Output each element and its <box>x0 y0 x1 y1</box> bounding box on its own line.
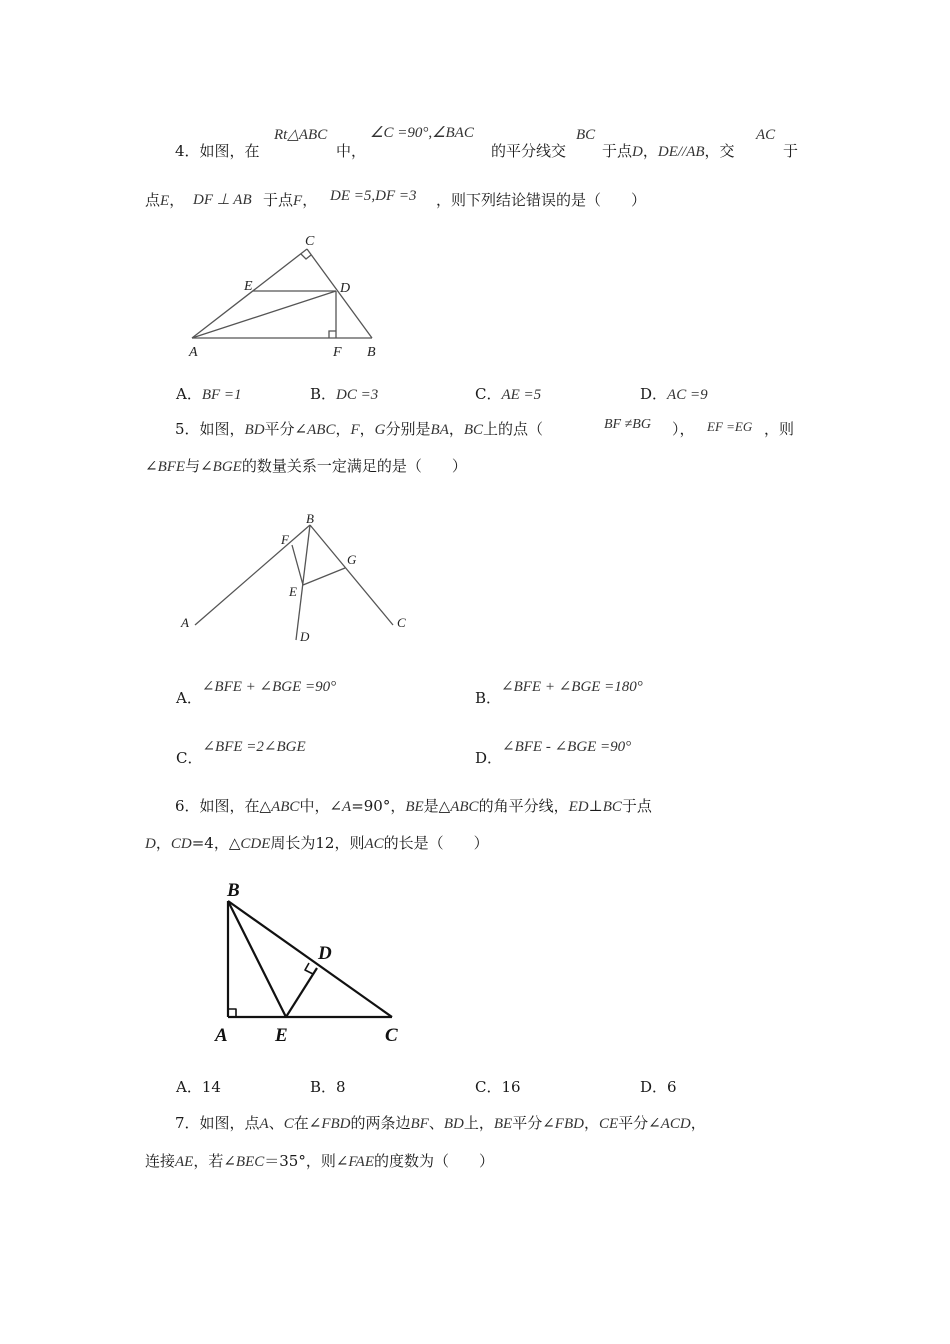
q6-seg-BC <box>228 901 392 1017</box>
q5-seg-BC <box>310 525 393 625</box>
q5-label-C: C <box>397 615 406 630</box>
q4-math-rt-abc: Rt△ABC <box>274 127 328 143</box>
q6-label-A: A <box>215 1025 228 1046</box>
q5-seg-BA <box>195 525 310 625</box>
q4-figure <box>180 228 390 363</box>
q6-option-b[interactable]: B．8 <box>310 1078 346 1096</box>
q5-label-G: G <box>347 552 357 567</box>
q4-line2: 点E， <box>145 191 185 209</box>
q4-seg-AD <box>192 291 336 338</box>
q5-option-b[interactable]: B．∠BFE + ∠BGE =180° <box>475 679 643 707</box>
q4-option-b[interactable]: B．DC =3 <box>310 385 379 403</box>
q4-math-bc: BC <box>576 127 596 143</box>
q5-math-ef-eq-eg: EF =EG <box>707 419 753 434</box>
q6-seg-ED <box>286 968 317 1017</box>
q5-seg-FE <box>292 545 303 585</box>
q4-label-F: F <box>333 345 342 360</box>
q5-label-E: E <box>289 584 297 599</box>
q6-line2: D，CD=4，△CDE周长为12，则AC的长是（ ） <box>145 834 489 852</box>
q5-line1: 5．如图，BD平分∠ABC，F，G分别是BA，BC上的点（ <box>175 420 544 438</box>
q7-line2: 连接AE，若∠BEC＝35°，则∠FAE的度数为（ ） <box>145 1152 494 1170</box>
q5-option-d[interactable]: D．∠BFE - ∠BGE =90° <box>475 739 632 767</box>
q4-line1-c: 的平分线交 <box>491 142 567 160</box>
q4-line1-b: 中， <box>336 142 367 160</box>
q7-line1: 7．如图，点A、C在∠FBD的两条边BF、BD上，BE平分∠FBD，CE平分∠ACD， <box>175 1114 706 1132</box>
q6-figure <box>205 875 415 1050</box>
q4-right-angle-F <box>329 331 336 338</box>
q4-label-B: B <box>367 345 376 360</box>
q5-label-D: D <box>300 629 310 644</box>
q4-right-angle-C <box>301 254 311 259</box>
q4-line1-f: 于 <box>783 142 799 160</box>
q6-label-C: C <box>385 1025 398 1046</box>
q4-math-de-df: DE =5,DF =3 <box>330 188 417 204</box>
q4-label-E: E <box>244 279 253 294</box>
q6-option-c[interactable]: C．16 <box>475 1078 521 1096</box>
q6-seg-BE <box>228 901 286 1017</box>
q5-figure <box>175 505 415 650</box>
q5-math-bf-neq-bg: BF ≠BG <box>604 417 651 432</box>
q4-math-ac: AC <box>756 127 776 143</box>
q4-math-angles: ∠C =90°,∠BAC <box>370 125 474 141</box>
q6-right-angle-A <box>228 1009 236 1017</box>
q6-label-D: D <box>318 943 332 964</box>
q6-label-E: E <box>275 1025 288 1046</box>
q6-option-d[interactable]: D．6 <box>640 1078 677 1096</box>
q5-option-a[interactable]: A．∠BFE + ∠BGE =90° <box>176 679 337 707</box>
q5-line1-i: ，则 <box>764 420 795 438</box>
q4-math-df-perp-ab: DF ⊥ AB <box>193 192 252 208</box>
q5-line1-h: ）， <box>672 420 695 438</box>
q4-label-A: A <box>189 345 198 360</box>
q4-line2-c: 于点F， <box>263 191 318 209</box>
q6-right-angle-D <box>305 963 313 974</box>
q4-label-D: D <box>340 281 351 296</box>
q4-option-a[interactable]: A．BF =1 <box>176 385 242 403</box>
q6-line1: 6．如图，在△ABC中，∠A=90°，BE是△ABC的角平分线，ED⊥BC于点 <box>175 797 652 815</box>
q4-line1-d: 于点D，DE//AB，交 <box>602 142 735 160</box>
q5-label-A: A <box>181 615 189 630</box>
q6-option-a[interactable]: A．14 <box>176 1078 221 1096</box>
q4-label-C: C <box>305 234 315 249</box>
q4-line2-e: ，则下列结论错误的是（ ） <box>436 191 647 209</box>
q4-option-d[interactable]: D．AC =9 <box>640 385 708 403</box>
q5-label-F: F <box>281 532 289 547</box>
q4-option-c[interactable]: C．AE =5 <box>475 385 542 403</box>
q5-seg-EG <box>303 568 345 585</box>
q5-option-c[interactable]: C．∠BFE =2∠BGE <box>176 739 306 767</box>
q4-line1: 4．如图，在 <box>175 142 260 160</box>
q5-label-B: B <box>306 511 314 526</box>
q6-label-B: B <box>227 880 240 901</box>
q5-line2: ∠BFE与∠BGE的数量关系一定满足的是（ ） <box>145 457 467 475</box>
